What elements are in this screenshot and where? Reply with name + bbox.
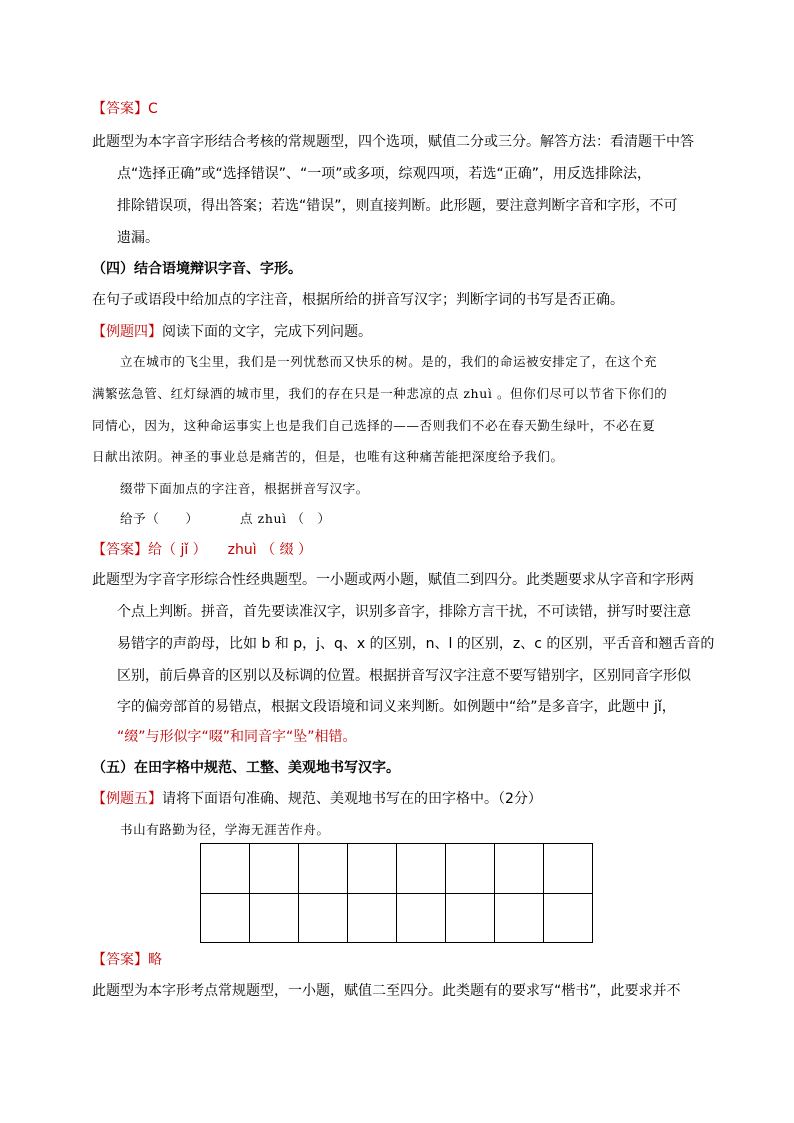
grid-cell: [250, 844, 299, 894]
grid-cell: [397, 893, 446, 943]
grid-cell: [348, 893, 397, 943]
blank-line-2: 点 zhuì （ ）: [240, 511, 331, 526]
passage-line-4: 日献出浓阴。神圣的事业总是痛苦的，但是，也唯有这种痛苦能把深度给予我们。: [92, 449, 564, 464]
grid-cell: [544, 844, 593, 894]
passage-line-2: 满繁弦急管、红灯绿酒的城市里，我们的存在只是一种悲凉的点 zhuì 。但你们尽可以节省下你们的: [92, 386, 668, 401]
grid-cell: [250, 893, 299, 943]
tianzige-grid: [200, 843, 593, 943]
passage-line-1: 立在城市的飞尘里，我们是一列忧愁而又快乐的树。是的，我们的命运被安排定了，在这个充: [120, 354, 658, 369]
answer-bracket: 【答案】: [92, 101, 148, 117]
answer-line-2: [92, 540, 312, 560]
example5-bracket: 【例题五】: [92, 791, 162, 807]
analysis-line-3: 易错字的声韵母，比如 b 和 p，j、q、x 的区别，n、l 的区别，z、c 的区别，平舌音和翘舌音的: [117, 636, 715, 652]
grid-cell: [201, 893, 250, 943]
answer-bracket: 【答案】: [92, 542, 148, 558]
grid-cell: [446, 893, 495, 943]
analysis-line-6: “缀”与形似字“啜”和同音字“坠”相错。: [117, 729, 357, 745]
analysis-line-1: 此题型为字音字形综合性经典题型。一小题或两小题，赋值二到四分。此类题要求从字音和字形两: [92, 572, 694, 588]
example4-line: [92, 322, 372, 342]
instruction-line: 缀带下面加点的字注音，根据拼音写汉字。: [120, 481, 369, 496]
para1-line-1: 此题型为本字音字形结合考核的常规题型，四个选项，赋值二分或三分。解答方法：看清题干中答: [92, 134, 694, 150]
section5-heading: （五）在田字格中规范、工整、美观地书写汉字。: [92, 760, 400, 776]
section4-heading: （四）结合语境辩识字音、字形。: [92, 261, 302, 277]
example5-text: 请将下面语句准确、规范、美观地书写在的田字格中。（2分）: [162, 791, 542, 807]
example4-text: 阅读下面的文字，完成下列问题。: [162, 324, 372, 340]
answer-value: 略: [148, 952, 162, 968]
grid-cell: [201, 844, 250, 894]
para1-line-3: 排除错误项，得出答案；若选“错误”，则直接判断。此形题，要注意判断字音和字形，不可: [117, 198, 678, 214]
blank-line-1: 给予（ ）: [120, 511, 199, 526]
analysis-line-2: 个点上判断。拼音，首先要读准汉字，识别多音字，排除方言干扰，不可读错，拼写时要注意: [117, 604, 691, 620]
para1-line-4: 遗漏。: [117, 230, 159, 246]
analysis-line-4: 区别，前后鼻音的区别以及标调的位置。根据拼音写汉字注意不要写错别字，区别同音字形似: [117, 668, 691, 684]
sentence-line: 书山有路勤为径，学海无涯苦作舟。: [120, 822, 330, 837]
section4-desc: 在句子或语段中给加点的字注音，根据所给的拼音写汉字；判断字词的书写是否正确。: [92, 292, 624, 308]
answer-line-3: [92, 950, 162, 970]
answer-value: C: [148, 101, 158, 117]
grid-cell: [446, 844, 495, 894]
grid-cell: [495, 893, 544, 943]
grid-row: [201, 893, 593, 943]
analysis5-line-1: 此题型为本字形考点常规题型，一小题，赋值二至四分。此类题有的要求写“楷书”，此要求并不: [92, 983, 681, 999]
grid-cell: [299, 893, 348, 943]
example4-bracket: 【例题四】: [92, 324, 162, 340]
example5-line: [92, 789, 542, 809]
analysis-line-5: 字的偏旁部首的易错点，根据文段语境和词义来判断。如例题中“给”是多音字，此题中 jǐ，: [117, 699, 676, 715]
grid-cell: [495, 844, 544, 894]
para1-line-2: 点“选择正确”或“选择错误”、“一项”或多项，综观四项，若选“正确”，用反选排除法，: [117, 166, 652, 182]
grid-cell: [299, 844, 348, 894]
grid-cell: [544, 893, 593, 943]
grid-row: [201, 844, 593, 894]
answer-text: 给（ jǐ ） zhuì （ 缀 ）: [148, 542, 313, 558]
answer-bracket: 【答案】: [92, 952, 148, 968]
passage-line-3: 同情心，因为，这种命运事实上也是我们自己选择的——否则我们不必在春天勤生绿叶，不必在夏: [92, 418, 656, 433]
answer-line-1: [92, 99, 158, 119]
grid-cell: [397, 844, 446, 894]
grid-cell: [348, 844, 397, 894]
